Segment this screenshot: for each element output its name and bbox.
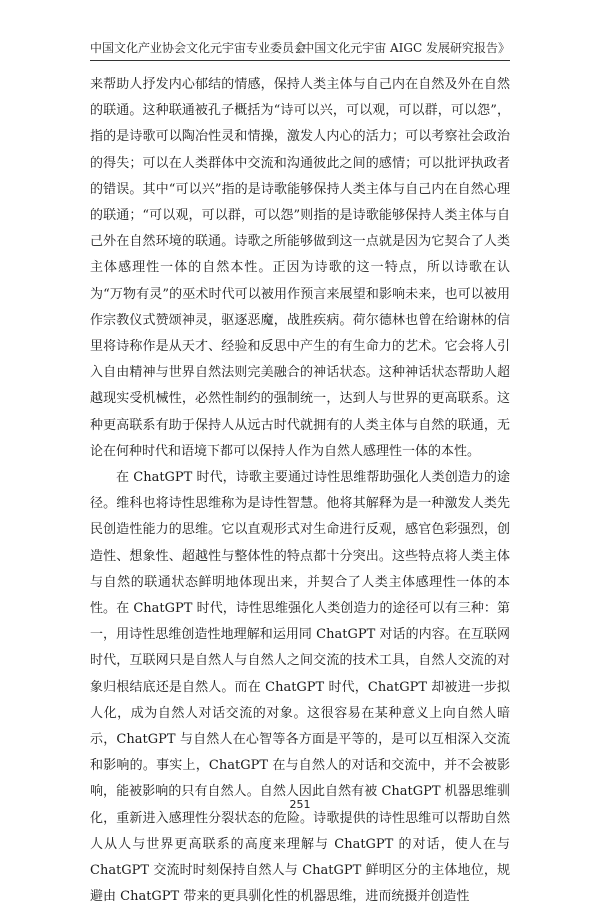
header-organization: 中国文化产业协会文化元宇宙专业委员会 (90, 41, 307, 55)
header-divider (90, 60, 510, 61)
running-header (90, 38, 510, 58)
page-number: 251 (289, 798, 311, 811)
paragraph-2: 在 ChatGPT 时代，诗歌主要通过诗性思维帮助强化人类创造力的途径。维科也将诗性思维称为是诗性智慧。他将其解释为是一种激发人类先民创造性能力的思维。它以直观形式对生命进行反观，感官色彩强烈，创造性、想象性、超越性与整体性的特点都十分突出。这些特点将人类主体与自然的联通状态鲜明地体现出来，并契合了人类主体感理性一体的本性。在 ChatGPT 时代，诗性思维强化人类创造力的途径可以有三种：第一，用诗性思维创造性地理解和运用同 ChatGPT 对话的内容。在互联网时代，互联网只是自然人与自然人之间交流的技术工具，自然人交流的对象归根结底还是自然人。而在 ChatGPT 时代，ChatGPT 却被进一步拟人化，成为自然人对话交流的对象。这很容易在某种意义上向自然人暗示，ChatGPT 与自然人在心智等各方面是平等的，是可以互相深入交流和影响的。事实上，ChatGPT 在与自然人的对话和交流中，并不会被影响，能被影响的只有自然人。自然人因此自然有被 ChatGPT 机器思维驯化，重新进入感理性分裂状态的危险。诗歌提供的诗性思维可以帮助自然人从人与世界更高联系的高度来理解与 ChatGPT 的对话，使人在与 ChatGPT 交流时时刻保持自然人与 ChatGPT 鲜明区分的主体地位，规避由 ChatGPT 带来的更具驯化性的机器思维，进而统摄并创造性 (90, 470, 510, 905)
header-report-title: 《中国文化元宇宙 AIGC 发展研究报告》 (290, 41, 510, 55)
body-text (90, 72, 510, 911)
paragraph-1: 来帮助人抒发内心郁结的情感，保持人类主体与自己内在自然及外在自然的联通。这种联通被孔子概括为“诗可以兴，可以观，可以群，可以怨”，指的是诗歌可以陶冶性灵和情操，激发人内心的活力；可以考察社会政治的得失；可以在人类群体中交流和沟通彼此之间的感情；可以批评执政者的错误。其中“可以兴”指的是诗歌能够保持人类主体与自己内在自然心理的联通；“可以观，可以群，可以怨”则指的是诗歌能够保持人类主体与自己外在自然环境的联通。诗歌之所能够做到这一点就是因为它契合了人类主体感理性一体的自然本性。正因为诗歌的这一特点，所以诗歌在认为“万物有灵”的巫术时代可以被用作预言来展望和影响未来，也可以被用作宗教仪式赞颂神灵，驱逐恶魔，战胜疾病。荷尔德林也曾在给谢林的信里将诗称作是从天才、经验和反思中产生的有生命力的艺术。它会将人引入自由精神与世界自然法则完美融合的神话状态。这种神话状态帮助人超越现实受机械性，必然性制约的强制统一，达到人与世界的更高联系。这种更高联系有助于保持人从远古时代就拥有的人类主体与自然的联通，无论在何种时代和语境下都可以保持人作为自然人感理性一体的本性。 (90, 77, 510, 459)
